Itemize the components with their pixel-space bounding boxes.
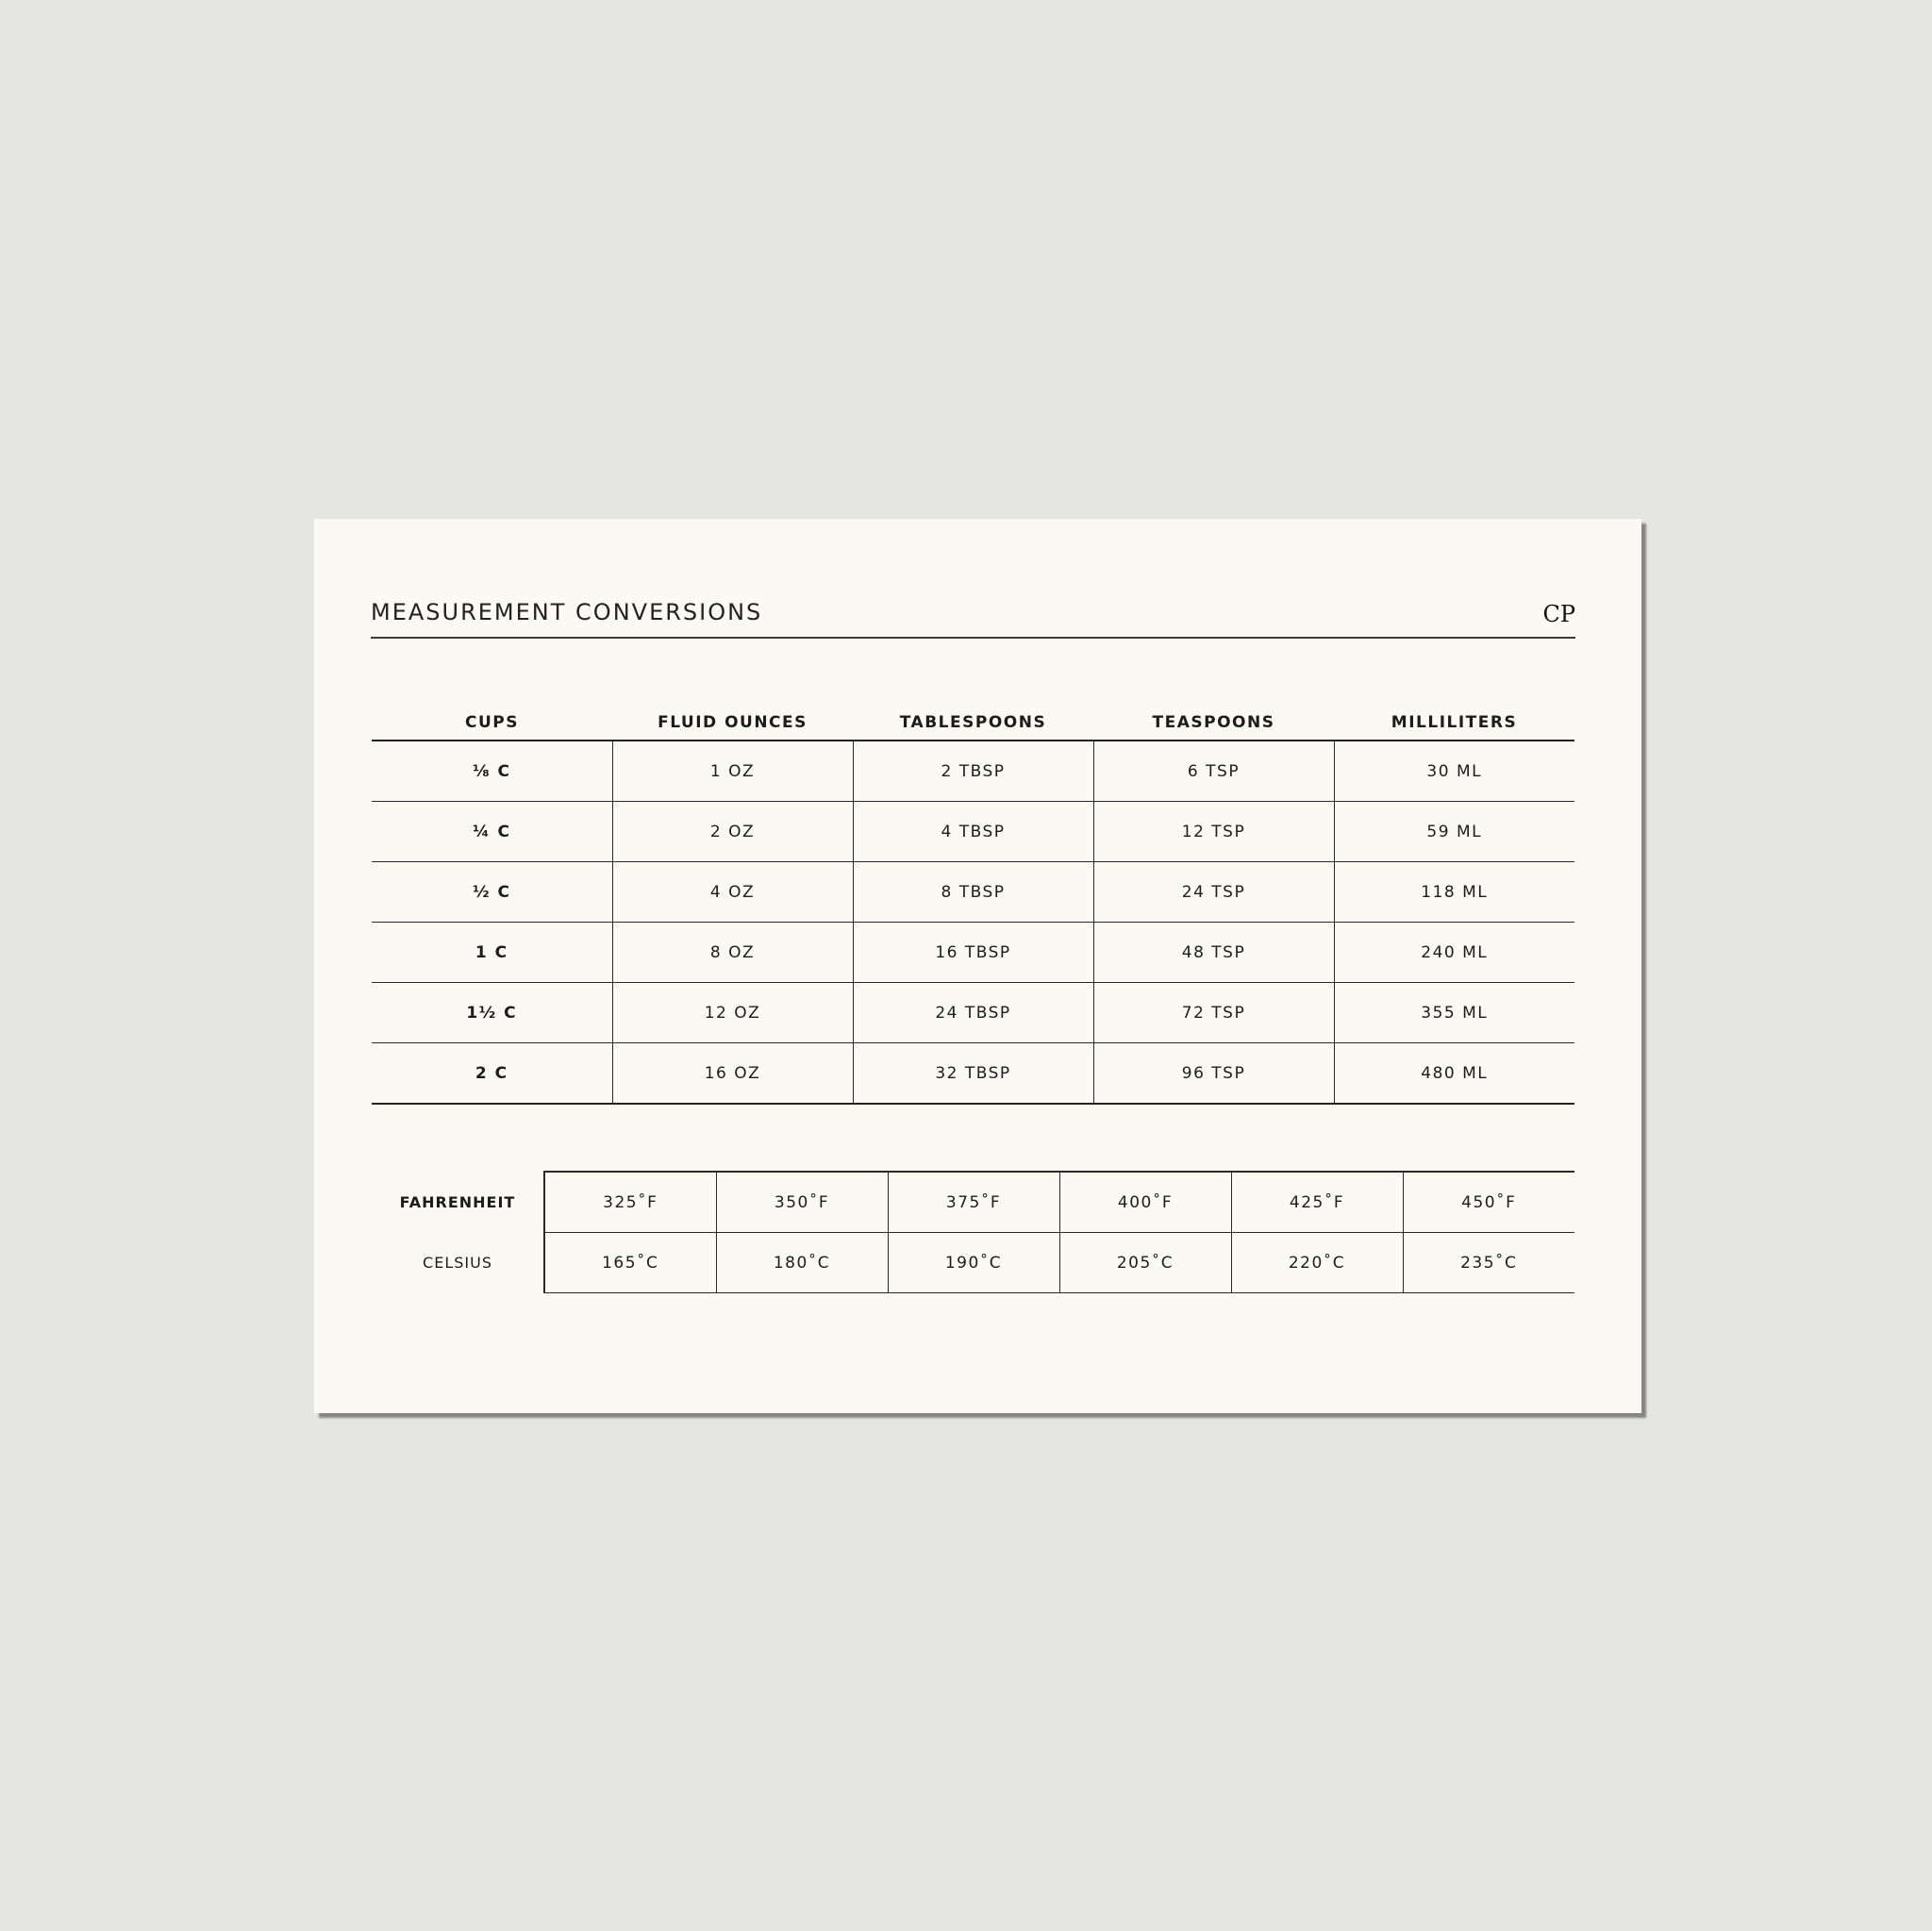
table-row bbox=[372, 802, 1574, 862]
column-header-cups: CUPS bbox=[372, 696, 612, 741]
fahrenheit-cell: 375˚F bbox=[888, 1172, 1059, 1233]
table-row bbox=[372, 862, 1574, 923]
fahrenheit-cell: 400˚F bbox=[1059, 1172, 1231, 1233]
fluid-ounces-cell: 2 OZ bbox=[612, 802, 853, 862]
temperature-table bbox=[372, 1171, 1574, 1293]
fahrenheit-cell: 350˚F bbox=[716, 1172, 888, 1233]
fluid-ounces-cell: 4 OZ bbox=[612, 862, 853, 923]
brand-logo: CP bbox=[1542, 601, 1575, 627]
tablespoons-cell: 24 TBSP bbox=[853, 983, 1093, 1043]
table-row bbox=[372, 1043, 1574, 1105]
tablespoons-cell: 8 TBSP bbox=[853, 862, 1093, 923]
tablespoons-cell: 16 TBSP bbox=[853, 923, 1093, 983]
celsius-cell: 190˚C bbox=[888, 1233, 1059, 1293]
teaspoons-cell: 12 TSP bbox=[1093, 802, 1334, 862]
milliliters-cell: 59 ML bbox=[1334, 802, 1574, 862]
measurement-table bbox=[372, 696, 1574, 1105]
milliliters-cell: 240 ML bbox=[1334, 923, 1574, 983]
card-header bbox=[371, 599, 1575, 639]
celsius-cell: 220˚C bbox=[1231, 1233, 1403, 1293]
celsius-cell: 235˚C bbox=[1403, 1233, 1574, 1293]
fahrenheit-cell: 450˚F bbox=[1403, 1172, 1574, 1233]
fahrenheit-cell: 425˚F bbox=[1231, 1172, 1403, 1233]
fahrenheit-label: FAHRENHEIT bbox=[372, 1172, 544, 1233]
table-row bbox=[372, 983, 1574, 1043]
cups-cell: 1 C bbox=[372, 923, 612, 983]
milliliters-cell: 355 ML bbox=[1334, 983, 1574, 1043]
tablespoons-cell: 32 TBSP bbox=[853, 1043, 1093, 1105]
conversion-card bbox=[314, 519, 1641, 1413]
celsius-row bbox=[372, 1233, 1574, 1293]
tablespoons-cell: 4 TBSP bbox=[853, 802, 1093, 862]
measurement-header-row bbox=[372, 696, 1574, 741]
card-title: MEASUREMENT CONVERSIONS bbox=[371, 599, 763, 625]
milliliters-cell: 30 ML bbox=[1334, 741, 1574, 802]
table-row bbox=[372, 923, 1574, 983]
column-header-teaspoons: TEASPOONS bbox=[1093, 696, 1334, 741]
tablespoons-cell: 2 TBSP bbox=[853, 741, 1093, 802]
cups-cell: ½ C bbox=[372, 862, 612, 923]
column-header-fluid-ounces: FLUID OUNCES bbox=[612, 696, 853, 741]
cups-cell: 1½ C bbox=[372, 983, 612, 1043]
teaspoons-cell: 24 TSP bbox=[1093, 862, 1334, 923]
fluid-ounces-cell: 12 OZ bbox=[612, 983, 853, 1043]
cups-cell: ⅛ C bbox=[372, 741, 612, 802]
celsius-cell: 165˚C bbox=[544, 1233, 716, 1293]
cups-cell: ¼ C bbox=[372, 802, 612, 862]
teaspoons-cell: 6 TSP bbox=[1093, 741, 1334, 802]
teaspoons-cell: 48 TSP bbox=[1093, 923, 1334, 983]
column-header-milliliters: MILLILITERS bbox=[1334, 696, 1574, 741]
celsius-cell: 205˚C bbox=[1059, 1233, 1231, 1293]
milliliters-cell: 118 ML bbox=[1334, 862, 1574, 923]
column-header-tablespoons: TABLESPOONS bbox=[853, 696, 1093, 741]
fahrenheit-row bbox=[372, 1172, 1574, 1233]
celsius-label: CELSIUS bbox=[372, 1233, 544, 1293]
table-row bbox=[372, 741, 1574, 802]
milliliters-cell: 480 ML bbox=[1334, 1043, 1574, 1105]
teaspoons-cell: 96 TSP bbox=[1093, 1043, 1334, 1105]
fahrenheit-cell: 325˚F bbox=[544, 1172, 716, 1233]
teaspoons-cell: 72 TSP bbox=[1093, 983, 1334, 1043]
fluid-ounces-cell: 16 OZ bbox=[612, 1043, 853, 1105]
celsius-cell: 180˚C bbox=[716, 1233, 888, 1293]
cups-cell: 2 C bbox=[372, 1043, 612, 1105]
fluid-ounces-cell: 8 OZ bbox=[612, 923, 853, 983]
fluid-ounces-cell: 1 OZ bbox=[612, 741, 853, 802]
